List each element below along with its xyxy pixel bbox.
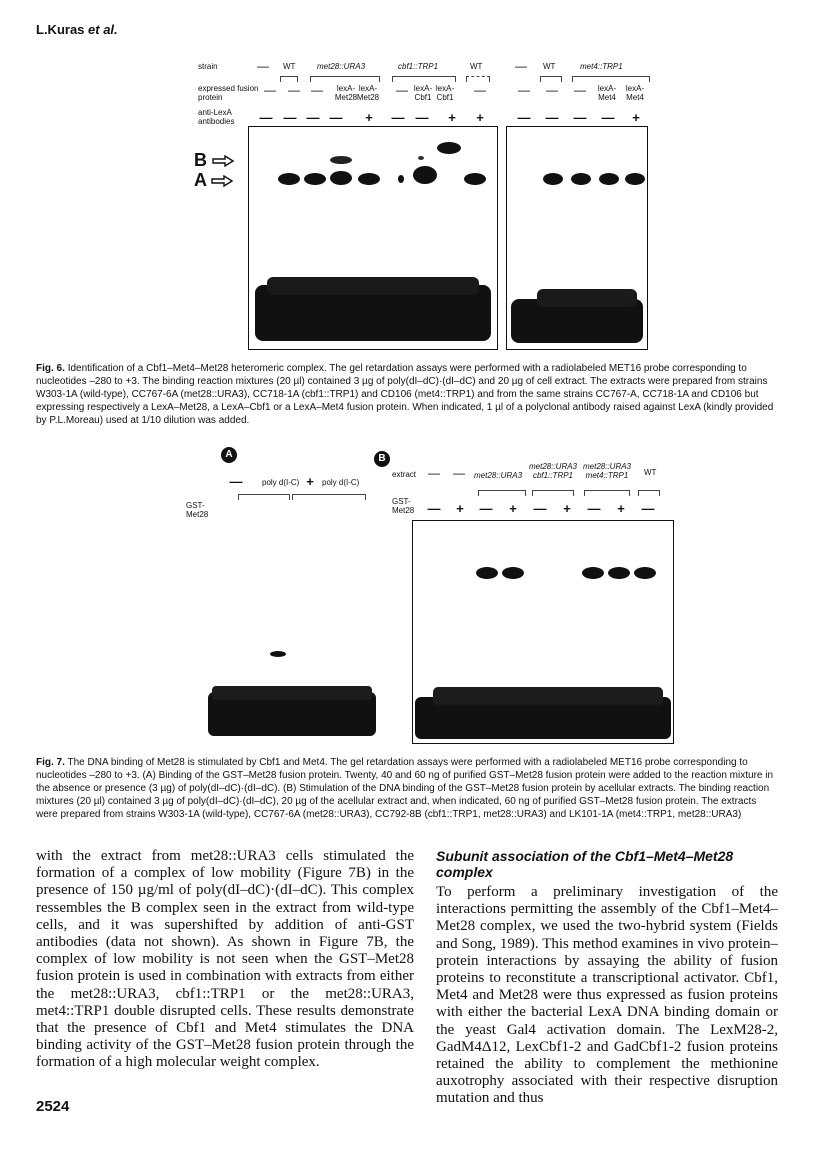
fig7a-gel <box>206 526 378 740</box>
fig7b-bracket <box>532 490 574 496</box>
fig7b-gst-0: — <box>427 501 441 516</box>
fig7-caption-text: The DNA binding of Met28 is stimulated by Cbf1 and Met4. The gel retardation assays were performed with a radiolabeled MET16 probe corresponding to nucleotides –280 to +3. (A) Binding of the GST–Met28 fusion protein. Twenty, 40 and 60 ng of purified GST–Met28 fusion protein were added to the reaction mixture in the absence or presence (3 µg) of poly(dI–dC)·(dI–dC). (B) Stimulation of the DNA binding of the GST–Met28 fusion protein by acellular extracts. The binding reaction mixtures (20 µl) contained 3 µg of poly(dI–dC)·(dI–dC), 20 µg of the acellular extract and, when indicated, 60 ng of purified GST–Met28 fusion protein. The extracts were prepared from strains W303-1A (wild-type), CC767-6A (met28::URA3), CC792-8B (cbf1::TRP1, met28::URA3) and LK101-1A (met4::TRP1, met28::URA3) <box>36 757 774 820</box>
fig7b-gel <box>412 520 674 744</box>
fig7b-strain-2: met28::URA3 <box>474 471 523 480</box>
fig7a-gst-label: GST-Met28 <box>186 501 209 519</box>
fig7a-minus: — <box>229 474 243 489</box>
section-heading: Subunit association of the Cbf1–Met4–Met28 complex <box>436 848 734 880</box>
fig6-anti-3: — <box>329 110 343 125</box>
fig6-bracket <box>310 76 380 82</box>
fig6-anti-4: + <box>365 110 373 125</box>
fig7b-strain-3: met28::URA3 cbf1::TRP1 <box>528 462 578 480</box>
header-authors: L.Kuras <box>36 22 85 37</box>
fig6-anti-right-3: — <box>601 110 615 125</box>
fig7a-plus: + <box>306 474 314 489</box>
fig7b-gst-4: — <box>533 501 547 516</box>
fig6-gel-right <box>506 126 648 350</box>
fig6-fusion-7: lexA-Cbf1 <box>435 84 455 102</box>
fig7b-strain-5: WT <box>644 468 657 477</box>
fig7-caption <box>36 756 780 821</box>
fig6-fusion-8: — <box>474 83 486 97</box>
fig6-fusion-0: — <box>264 83 276 97</box>
page-number: 2524 <box>36 1098 70 1115</box>
fig6-fusion-right-0: — <box>518 83 530 97</box>
fig7b-gst-2: — <box>479 501 493 516</box>
fig6-fusion-right-1: — <box>546 83 558 97</box>
fig6-fusion-3: lexA-Met28 <box>334 84 358 102</box>
arrow-right-icon <box>212 155 234 167</box>
fig7b-bracket <box>638 490 660 496</box>
fig6-anti-8: + <box>476 110 484 125</box>
fig7b-bracket <box>584 490 630 496</box>
fig7a-bracket <box>238 494 290 500</box>
fig6-anti-0: — <box>259 110 273 125</box>
fig7-panel-b-badge: B <box>374 451 390 467</box>
fig6-strain-4: WT <box>470 62 483 71</box>
fig7b-gst-1: + <box>456 501 464 516</box>
fig6-strain-2: met28::URA3 <box>317 62 366 71</box>
body-column-left: with the extract from met28::URA3 cells stimulated the formation of a complex of low mobility (Figure 7B) in the presence of 150 µg/ml of poly(dI–dC)·(dI–dC). This complex ressembles the B complex seen in the extract from wild-type cells, and it was supershifted by addition of anti-GST antibodies (data not shown). As shown in Figure 7B, the complex of low mobility is not seen when the GST–Met28 fusion protein is used in combination with extracts from either the met28::URA3, cbf1::TRP1 or the met28::URA3, met4::TRP1 double disrupted cells. These results demonstrate that the presence of Cbf1 and Met4 stimulates the DNA binding activity of the GST–Met28 fusion protein through the formation of a high molecular weight complex. <box>36 848 414 1071</box>
fig7b-bracket <box>478 490 526 496</box>
fig7b-extract-label: extract <box>392 470 417 479</box>
fig6-bracket <box>466 76 490 82</box>
fig7-caption-label: Fig. 7. <box>36 757 65 768</box>
fig7b-gst-6: — <box>587 501 601 516</box>
fig6-row-fusion-label: expressed fusion protein <box>198 84 259 102</box>
fig6-anti-6: — <box>415 110 429 125</box>
fig6-caption-label: Fig. 6. <box>36 363 65 374</box>
fig7b-gst-8: — <box>641 501 655 516</box>
fig6-fusion-right-2: — <box>574 83 586 97</box>
fig6-anti-right-1: — <box>545 110 559 125</box>
fig7b-gst-5: + <box>563 501 571 516</box>
fig6-strain-3: cbf1::TRP1 <box>398 62 439 71</box>
fig7b-gst-label: GST-Met28 <box>392 497 415 515</box>
fig6-strain-1: WT <box>283 62 296 71</box>
fig6-fusion-4: lexA-Met28 <box>356 84 380 102</box>
body-column-right: To perform a preliminary investigation of the interactions permitting the assembly of the Cbf1–Met4–Met28 complex, we used the two-hybrid system (Fields and Song, 1989). This method examines in vivo protein–protein interactions by assaying the ability of fusion proteins to reconstitute a transcriptional activator. Cbf1, Met4 and Met28 were thus expressed as fusion proteins with either the bacterial LexA DNA binding domain or the yeast Gal4 activation domain. The LexM28-2, GadM4Δ12, LexCbf1-2 and GadCbf1-2 fusion proteins retained the ability to complement the methionine auxotrophy associated with their respective disruption mutation and thus <box>436 884 778 1107</box>
fig6-bracket <box>280 76 298 82</box>
fig6-bracket <box>572 76 650 82</box>
fig7b-strain-1: — <box>453 466 465 480</box>
fig6-fusion-right-3: lexA-Met4 <box>597 84 617 102</box>
fig7a-poly-2: poly d(I-C) <box>322 478 360 487</box>
fig6-row-anti-label: anti-LexA antibodies <box>198 108 235 126</box>
fig6-strain-5: — <box>515 59 527 73</box>
fig6-gel-left <box>248 126 498 350</box>
running-header <box>36 22 118 37</box>
fig6-fusion-6: lexA-Cbf1 <box>413 84 433 102</box>
fig6-fusion-5: — <box>396 83 408 97</box>
fig6-anti-right-0: — <box>517 110 531 125</box>
fig6-caption-text: Identification of a Cbf1–Met4–Met28 heteromeric complex. The gel retardation assays were performed with a radiolabeled MET16 probe corresponding to nucleotides –280 to +3. The binding reaction mixtures (20 µl) contained 3 µg of poly(dI–dC)·(dI–dC) and 20 µg of cell extract. The extracts were prepared from strains W303-1A (wild-type), CC767-6A (met28::URA3), CC718-1A (cbf1::TRP1) and CD106 (met4::TRP1) and from the same strains CC767-A, CC718-1A and CD106 but expressing respectively a LexA–Met28, a LexA–Cbf1 or a LexA–Met4 fusion protein. When indicated, 1 µl of a polyclonal antibody raised against LexA (kindly provided by P.L.Moreau) used at 1/10 dilution was added. <box>36 363 774 426</box>
fig7a-poly-1: poly d(I-C) <box>262 478 300 487</box>
fig6-anti-1: — <box>283 110 297 125</box>
fig6-fusion-2: — <box>311 83 323 97</box>
fig7-panel-a-badge: A <box>221 447 237 463</box>
fig7b-strain-0: — <box>428 466 440 480</box>
fig6-bracket <box>392 76 456 82</box>
fig6-strain-7: met4::TRP1 <box>580 62 623 71</box>
fig6-bracket <box>540 76 562 82</box>
fig6-anti-7: + <box>448 110 456 125</box>
fig6-strain-0: — <box>257 59 269 73</box>
fig6-marker-a: A <box>194 170 233 191</box>
fig6-strain-6: WT <box>543 62 556 71</box>
fig6-fusion-1: — <box>288 83 300 97</box>
fig6-anti-5: — <box>391 110 405 125</box>
fig6-caption <box>36 362 780 427</box>
header-etal: et al. <box>88 22 118 37</box>
fig7b-gst-7: + <box>617 501 625 516</box>
fig6-row-strain-label: strain <box>198 62 218 71</box>
fig6-anti-right-4: + <box>632 110 640 125</box>
fig7b-strain-4: met28::URA3 met4::TRP1 <box>582 462 632 480</box>
fig6-anti-right-2: — <box>573 110 587 125</box>
fig7a-bracket <box>292 494 366 500</box>
arrow-right-icon <box>211 175 233 187</box>
fig6-fusion-right-4: lexA-Met4 <box>625 84 645 102</box>
fig7b-gst-3: + <box>509 501 517 516</box>
fig6-marker-b: B <box>194 150 234 171</box>
fig6-anti-2: — <box>306 110 320 125</box>
